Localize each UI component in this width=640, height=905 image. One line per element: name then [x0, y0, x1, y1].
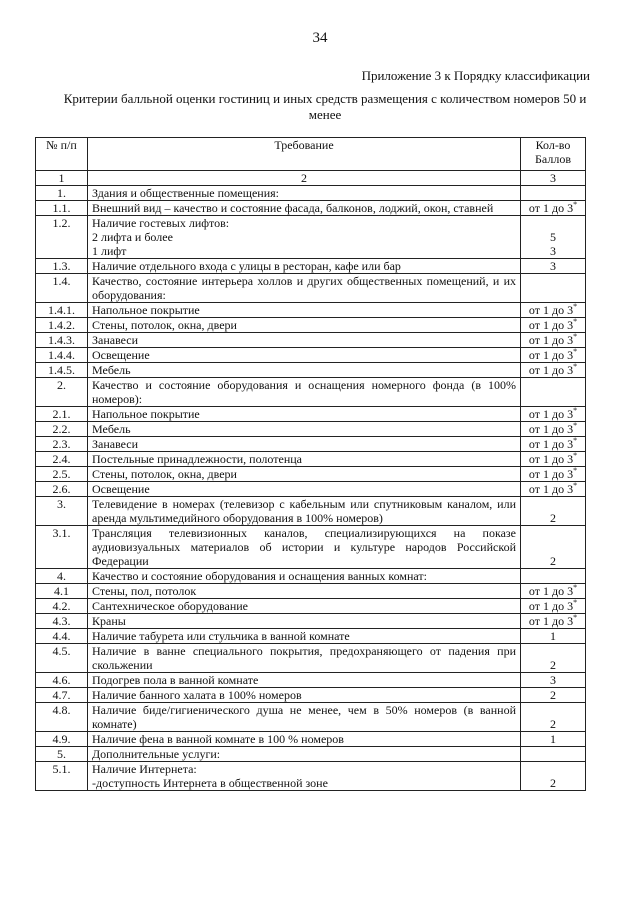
table-row: [36, 673, 586, 688]
row-score: [521, 363, 586, 378]
score-line: 5: [550, 230, 556, 244]
row-requirement: Наличие биде/гигиенического душа не менее, чем в 50% номеров (в ванной комнате): [88, 703, 521, 732]
requirement-line: Наличие Интернета:: [92, 762, 197, 776]
footnote-asterisk: *: [573, 347, 578, 356]
row-number: 4.6.: [36, 673, 88, 688]
row-requirement: Напольное покрытие: [88, 407, 521, 422]
row-score: [521, 688, 586, 703]
criteria-table: [35, 137, 586, 791]
row-score: [521, 526, 586, 569]
row-number: 5.1.: [36, 762, 88, 791]
table-row: [36, 614, 586, 629]
row-number: 1.4.1.: [36, 303, 88, 318]
row-score: [521, 644, 586, 673]
score-value: 1: [550, 732, 556, 746]
row-requirement: Качество, состояние интерьера холлов и других общественных помещений, и их оборудования:: [88, 274, 521, 303]
score-value: 2: [550, 688, 556, 702]
row-requirement: Сантехническое оборудование: [88, 599, 521, 614]
row-score: [521, 629, 586, 644]
row-number: 2.4.: [36, 452, 88, 467]
table-row: [36, 348, 586, 363]
row-number: 1.4.2.: [36, 318, 88, 333]
table-body: [36, 186, 586, 791]
row-score: [521, 407, 586, 422]
score-line: [525, 762, 581, 776]
score-value: от 1 до 3: [528, 452, 574, 466]
row-score: [521, 732, 586, 747]
score-value: 3: [550, 673, 556, 687]
table-row: [36, 526, 586, 569]
row-score: [521, 437, 586, 452]
row-requirement: Занавеси: [88, 437, 521, 452]
score-value: от 1 до 3: [528, 584, 574, 598]
table-row: [36, 644, 586, 673]
score-value: 2: [550, 511, 556, 525]
table-row: [36, 201, 586, 216]
footnote-asterisk: *: [573, 332, 578, 341]
row-requirement: Наличие в ванне специального покрытия, предохраняющего от падения при скольжении: [88, 644, 521, 673]
row-number: 2.2.: [36, 422, 88, 437]
row-number: 1.3.: [36, 259, 88, 274]
table-row: [36, 437, 586, 452]
row-number: 5.: [36, 747, 88, 762]
column-number-1: 1: [36, 171, 88, 186]
row-requirement: Освещение: [88, 348, 521, 363]
row-requirement: Качество и состояние оборудования и оснащения номерного фонда (в 100% номеров):: [88, 378, 521, 407]
footnote-asterisk: *: [573, 583, 578, 592]
row-requirement: Наличие табурета или стульчика в ванной комнате: [88, 629, 521, 644]
row-requirement: Наличие банного халата в 100% номеров: [88, 688, 521, 703]
table-row: [36, 497, 586, 526]
row-score: [521, 333, 586, 348]
row-score: [521, 497, 586, 526]
footnote-asterisk: *: [573, 200, 578, 209]
row-score: [521, 584, 586, 599]
row-number: 4.1: [36, 584, 88, 599]
row-number: 4.4.: [36, 629, 88, 644]
score-value: от 1 до 3: [528, 318, 574, 332]
row-number: 3.1.: [36, 526, 88, 569]
row-score: [521, 303, 586, 318]
footnote-asterisk: *: [573, 451, 578, 460]
table-row: [36, 216, 586, 259]
table-row: [36, 482, 586, 497]
row-score: [521, 599, 586, 614]
table-row: [36, 274, 586, 303]
row-score: [521, 348, 586, 363]
table-row: [36, 363, 586, 378]
row-score: [521, 673, 586, 688]
row-score: [521, 201, 586, 216]
score-value: от 1 до 3: [528, 333, 574, 347]
header-score: Кол-во Баллов: [521, 138, 586, 171]
header-row: [36, 138, 586, 171]
row-requirement: Трансляция телевизионных каналов, специализирующихся на показе аудиовизуальных материалов об истории и культуре народов Российской Федерации: [88, 526, 521, 569]
footnote-asterisk: *: [573, 362, 578, 371]
table-row: [36, 762, 586, 791]
row-number: 2.1.: [36, 407, 88, 422]
row-requirement: Дополнительные услуги:: [88, 747, 521, 762]
row-score: [521, 186, 586, 201]
table-row: [36, 259, 586, 274]
row-requirement: Подогрев пола в ванной комнате: [88, 673, 521, 688]
score-value: от 1 до 3: [528, 422, 574, 436]
row-number: 2.3.: [36, 437, 88, 452]
score-value: от 1 до 3: [528, 201, 574, 215]
document-title: Критерии балльной оценки гостиниц и иных средств размещения с количеством номеров 50 и менее: [63, 91, 587, 122]
row-number: 1.4.3.: [36, 333, 88, 348]
row-requirement: Качество и состояние оборудования и оснащения ванных комнат:: [88, 569, 521, 584]
table-row: [36, 747, 586, 762]
row-requirement: Мебель: [88, 363, 521, 378]
row-score: [521, 747, 586, 762]
header-requirement: Требование: [88, 138, 521, 171]
footnote-asterisk: *: [573, 302, 578, 311]
requirement-line: -доступность Интернета в общественной зоне: [92, 776, 328, 790]
score-value: от 1 до 3: [528, 303, 574, 317]
table-row: [36, 569, 586, 584]
score-value: от 1 до 3: [528, 482, 574, 496]
row-number: 1.1.: [36, 201, 88, 216]
table-row: [36, 378, 586, 407]
table-row: [36, 303, 586, 318]
score-line: 2: [550, 776, 556, 790]
score-value: 2: [550, 658, 556, 672]
score-value: 2: [550, 717, 556, 731]
requirement-line: Наличие гостевых лифтов:: [92, 216, 230, 230]
row-requirement: Стены, потолок, окна, двери: [88, 467, 521, 482]
table-row: [36, 452, 586, 467]
row-score: [521, 274, 586, 303]
column-number-3: 3: [521, 171, 586, 186]
row-number: 4.5.: [36, 644, 88, 673]
table-row: [36, 407, 586, 422]
row-score: [521, 482, 586, 497]
score-value: от 1 до 3: [528, 407, 574, 421]
row-requirement: Освещение: [88, 482, 521, 497]
table-row: [36, 584, 586, 599]
score-value: от 1 до 3: [528, 614, 574, 628]
requirement-line: 2 лифта и более: [92, 230, 173, 244]
score-value: от 1 до 3: [528, 437, 574, 451]
row-requirement: Здания и общественные помещения:: [88, 186, 521, 201]
row-requirement: Внешний вид – качество и состояние фасада, балконов, лоджий, окон, ставней: [88, 201, 521, 216]
row-requirement: Постельные принадлежности, полотенца: [88, 452, 521, 467]
table-row: [36, 318, 586, 333]
row-score: [521, 259, 586, 274]
row-requirement: Наличие фена в ванной комнате в 100 % номеров: [88, 732, 521, 747]
row-requirement: Мебель: [88, 422, 521, 437]
row-number: 1.: [36, 186, 88, 201]
row-score: [521, 378, 586, 407]
row-requirement: Краны: [88, 614, 521, 629]
score-value: от 1 до 3: [528, 348, 574, 362]
footnote-asterisk: *: [573, 598, 578, 607]
table-row: [36, 467, 586, 482]
row-requirement: Телевидение в номерах (телевизор с кабельным или спутниковым каналом, или аренда мультимедийного оборудования в 100% номеров): [88, 497, 521, 526]
row-score: [521, 422, 586, 437]
row-score: [521, 762, 586, 791]
score-value: 2: [550, 554, 556, 568]
row-number: 1.4.: [36, 274, 88, 303]
footnote-asterisk: *: [573, 317, 578, 326]
footnote-asterisk: *: [573, 613, 578, 622]
footnote-asterisk: *: [573, 466, 578, 475]
row-score: [521, 569, 586, 584]
row-number: 4.9.: [36, 732, 88, 747]
table-row: [36, 732, 586, 747]
table-row: [36, 629, 586, 644]
column-numbering-row: [36, 171, 586, 186]
row-number: 4.7.: [36, 688, 88, 703]
score-line: [525, 216, 581, 230]
row-number: 1.2.: [36, 216, 88, 259]
row-number: 4.2.: [36, 599, 88, 614]
row-number: 2.5.: [36, 467, 88, 482]
footnote-asterisk: *: [573, 436, 578, 445]
row-number: 3.: [36, 497, 88, 526]
footnote-asterisk: *: [573, 481, 578, 490]
table-row: [36, 703, 586, 732]
footnote-asterisk: *: [573, 406, 578, 415]
row-number: 1.4.4.: [36, 348, 88, 363]
row-score: [521, 216, 586, 259]
score-value: 1: [550, 629, 556, 643]
row-score: [521, 614, 586, 629]
row-requirement: [88, 216, 521, 259]
score-value: от 1 до 3: [528, 363, 574, 377]
table-row: [36, 333, 586, 348]
row-number: 4.8.: [36, 703, 88, 732]
row-requirement: Напольное покрытие: [88, 303, 521, 318]
row-score: [521, 703, 586, 732]
row-number: 1.4.5.: [36, 363, 88, 378]
footnote-asterisk: *: [573, 421, 578, 430]
column-number-2: 2: [88, 171, 521, 186]
score-value: от 1 до 3: [528, 599, 574, 613]
table-row: [36, 599, 586, 614]
row-number: 4.3.: [36, 614, 88, 629]
table-row: [36, 186, 586, 201]
table-row: [36, 688, 586, 703]
row-number: 2.: [36, 378, 88, 407]
row-requirement: Стены, потолок, окна, двери: [88, 318, 521, 333]
score-value: 3: [550, 259, 556, 273]
requirement-line: 1 лифт: [92, 244, 127, 258]
row-requirement: Стены, пол, потолок: [88, 584, 521, 599]
row-requirement: [88, 762, 521, 791]
score-value: от 1 до 3: [528, 467, 574, 481]
row-requirement: Занавеси: [88, 333, 521, 348]
appendix-reference: Приложение 3 к Порядку классификации: [361, 68, 590, 83]
page-number: 34: [312, 30, 328, 46]
row-score: [521, 452, 586, 467]
table-row: [36, 422, 586, 437]
row-number: 4.: [36, 569, 88, 584]
row-requirement: Наличие отдельного входа с улицы в ресторан, кафе или бар: [88, 259, 521, 274]
row-number: 2.6.: [36, 482, 88, 497]
row-score: [521, 467, 586, 482]
row-score: [521, 318, 586, 333]
header-number: № п/п: [36, 138, 88, 171]
score-line: 3: [550, 244, 556, 258]
